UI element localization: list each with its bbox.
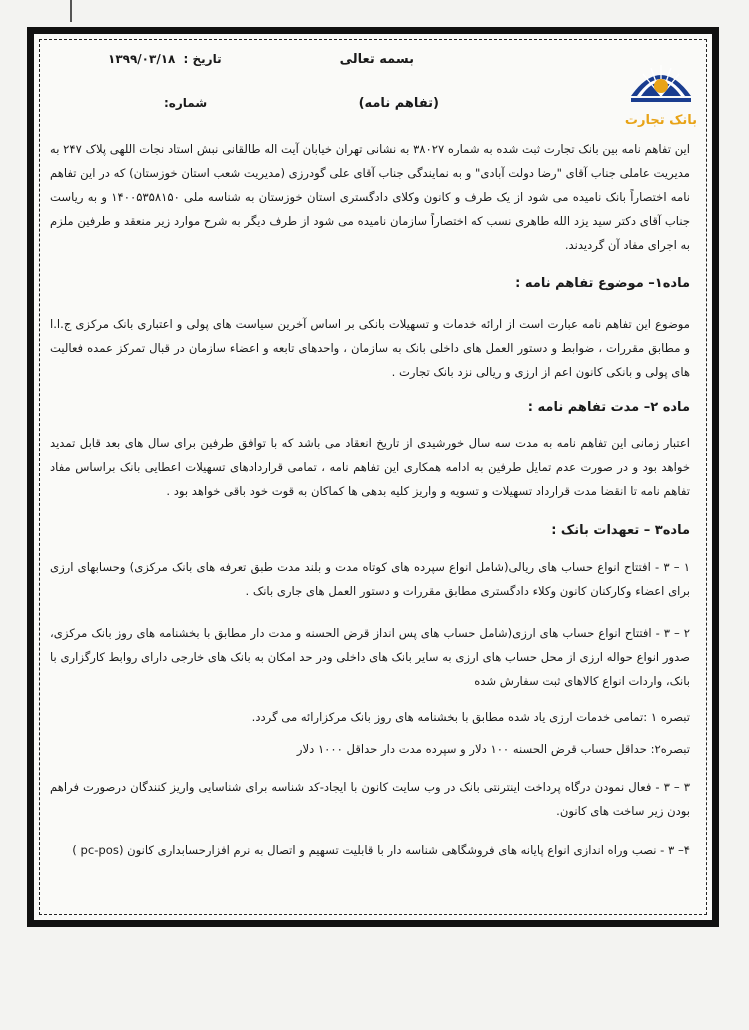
clause-3-1: ۱ – ۳ - افتتاح انواع حساب های ریالی(شامل انواع سپرده های کوتاه مدت و بلند مدت طبق تعرفه های بانک مرکزی) وحسابهای ارزی برای اعضاء وکارکنان کانون وکلاء دادگستری مطابق مقررات و دستور العمل های جاری بانک . xyxy=(50,560,691,598)
article-3-heading: ماده۳ – تعهدات بانک : xyxy=(551,523,690,538)
clause-3-4: ۴– ۳ - نصب وراه اندازی انواع پایانه های فروشگاهی شناسه دار با قابلیت تسهیم و اتصال به نرم افزارحسابداری کانون (pc-pos ) xyxy=(72,843,690,857)
svg-text:بانک تجارت: بانک تجارت xyxy=(624,113,698,128)
bismillah-heading: بسمه تعالی xyxy=(339,52,414,67)
article-1-body: موضوع این تفاهم نامه عبارت است از ارائه خدمات و تسهیلات بانکی بر اساس آخرین سیاست های پولی و اعتباری بانک مرکزی ج.ا.ا و مطابق مقررات ، ضوابط و دستور العمل های داخلی بانک به سازمان ، واحدهای تابعه و اعضاء سازمان در قبال تمرکز عمده فعالیت های پولی و بانکی کانون اعم از ارزی و ریالی نزد بانک تجارت . xyxy=(50,317,690,379)
number-label: شماره: xyxy=(164,96,208,110)
article-2-body: اعتبار زمانی این تفاهم نامه به مدت سه سال خورشیدی از تاریخ انعقاد می باشد که با توافق طرفین برای سال های بعد قابل تمدید خواهد بود و در صورت عدم تمایل طرفین به ادامه همکاری این تفاهم نامه ، تمامی قراردادهای تسهیلات اعطایی بانک براساس مفاد تفاهم نامه تا انقضا مدت قرارداد تسهیلات و تسویه و واریز کلیه بدهی ها کماکان به قوت خود باقی خواهد بود . xyxy=(50,436,690,498)
document-page xyxy=(44,38,704,918)
article-1-heading: ماده۱– موضوع تفاهم نامه : xyxy=(515,276,690,291)
note-2: تبصره۲: حداقل حساب قرض الحسنه ۱۰۰ دلار و سپرده مدت دار حداقل ۱۰۰۰ دلار xyxy=(296,742,690,756)
date-line xyxy=(104,52,222,66)
header xyxy=(44,52,704,74)
scan-mark xyxy=(70,0,72,22)
intro-paragraph: این تفاهم نامه بین بانک تجارت ثبت شده به شماره ۳۸۰۲۷ به نشانی تهران خیابان آیت اله طالقانی نبش استاد نجات اللهی پلاک ۲۴۷ به مدیریت عاملی جناب آقای "رضا دولت آبادی" و به نمایندگی جناب آقای علی گودرزی (مدیریت شعب استان خوزستان) که در این تفاهم نامه اختصاراً بانک نامیده می شود از یک طرف و کانون وکلای دادگستری استان خوزستان به شناسه ملی ۱۴۰۰۵۳۵۸۱۵۰ و به ریاست جناب آقای دکتر سید یزد الله طاهری نسب که اختصاراً سازمان نامیده می شود از طرف دیگر به شرح موارد زیر منعقد و طرفین ملزم به اجرای مفاد آن گردیدند. xyxy=(50,142,691,252)
date-label: تاریخ : xyxy=(183,52,222,66)
clause-3-3: ۳ – ۳ - فعال نمودن درگاه پرداخت اینترنتی بانک در وب سایت کانون با ایجاد-کد شناسه برای شناسایی واریز کنندگان درصورت فراهم بودن زیر ساخت های کانون. xyxy=(50,780,690,818)
date-value: ۱۳۹۹/۰۳/۱۸ xyxy=(108,52,176,66)
article-2-heading: ماده ۲– مدت تفاهم نامه : xyxy=(527,400,690,415)
document-title: (تفاهم نامه) xyxy=(358,96,439,111)
clause-3-2: ۲ – ۳ - افتتاح انواع حساب های ارزی(شامل حساب های پس انداز قرض الحسنه و مدت دار مطابق با بخشنامه های روز بانک مرکزی، صدور انواع حواله ارزی از محل حساب های ارزی به سایر بانک های داخلی ودر حد امکان به بانک های خارجی دارای روابط کارگزاری با بانک، واردات انواع کالاهای ثبت سفارش شده xyxy=(50,626,690,688)
note-1: تبصره ۱ :تمامی خدمات ارزی یاد شده مطابق با بخشنامه های روز بانک مرکزارائه می گردد. xyxy=(251,710,690,724)
